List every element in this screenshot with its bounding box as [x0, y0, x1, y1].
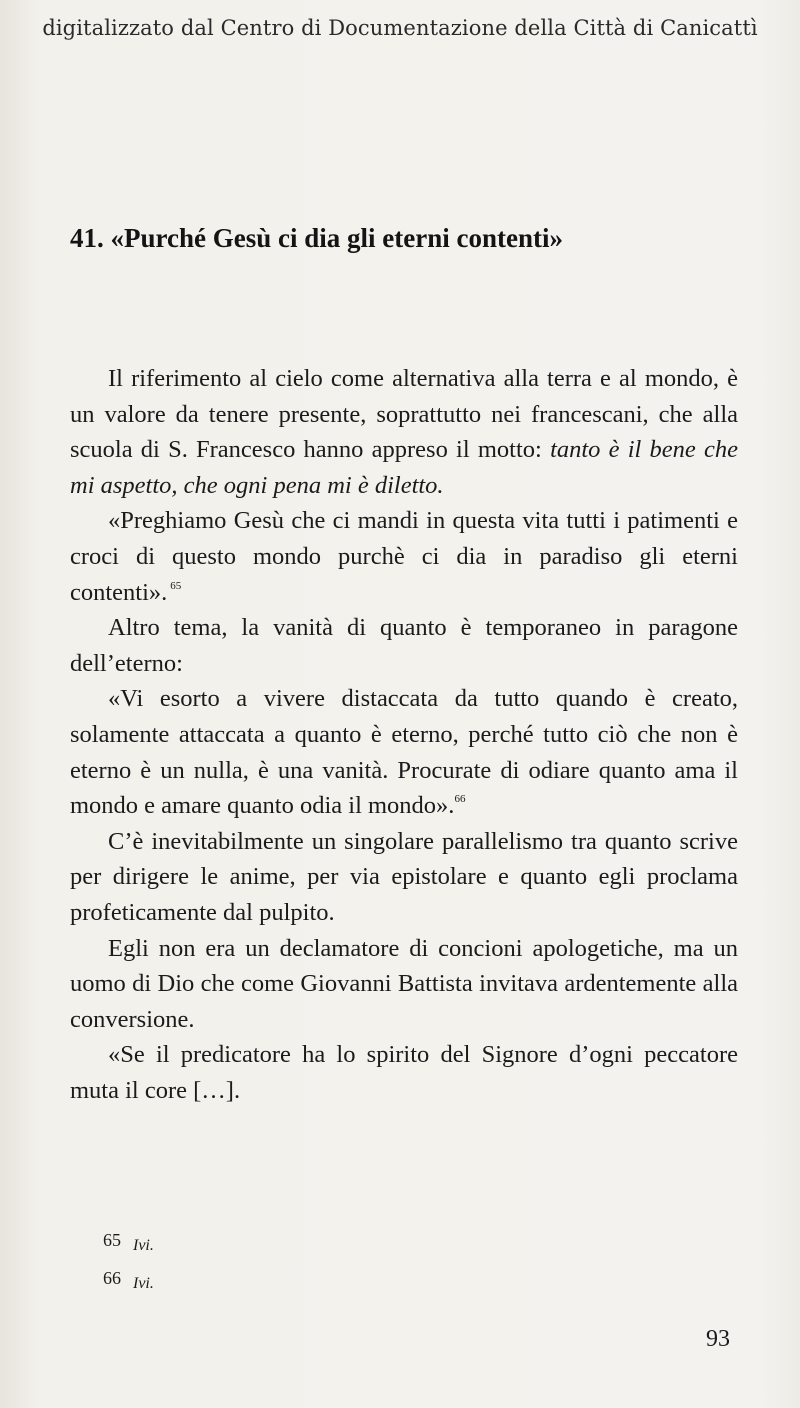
paragraph-4	[70, 681, 738, 823]
footnote-ref-66: 66	[454, 793, 466, 806]
footnote-text: Ivi.	[133, 1275, 154, 1292]
page-number: 93	[706, 1326, 730, 1352]
footnote-number: 66	[103, 1268, 121, 1288]
footnote-ref-65: 65	[170, 579, 182, 592]
paragraph-4-text: «Vi esorto a vivere distaccata da tutto quando è creato, solamente attaccata a quanto è eterno, perché tutto ciò che non è eterno è un nulla, è una vanità. Procurate di odiare quanto ama il mondo e amare quanto odia il mondo».	[70, 685, 738, 820]
footnotes	[103, 1224, 154, 1300]
footnote-65	[103, 1224, 154, 1262]
paragraph-3: Altro tema, la vanità di quanto è temporaneo in paragone dell’eterno:	[70, 614, 738, 677]
footnote-number: 65	[103, 1230, 121, 1250]
section-heading: 41. «Purché Gesù ci dia gli eterni contenti»	[70, 223, 563, 253]
paragraph-7: «Se il predicatore ha lo spirito del Signore d’ogni peccatore muta il core […].	[70, 1041, 738, 1104]
footnote-text: Ivi.	[133, 1237, 154, 1254]
paragraph-6: Egli non era un declamatore di concioni apologetiche, ma un uomo di Dio che come Giovanni Battista invitava ardentemente alla conversione.	[70, 934, 738, 1033]
paragraph-2-text: «Preghiamo Gesù che ci mandi in questa vita tutti i patimenti e croci di questo mondo purchè ci dia in paradiso gli eterni contenti».	[70, 507, 738, 606]
paragraph-1-italic-motto: tanto è il bene che mi aspetto, che ogni pena mi è diletto.	[70, 436, 738, 499]
paragraph-2	[70, 503, 738, 610]
paragraph-1-text: Il riferimento al cielo come alternativa alla terra e al mondo, è un valore da tenere presente, soprattutto nei francescani, che alla scuola di S. Francesco hanno appreso il motto:	[70, 365, 738, 464]
body-text	[70, 361, 738, 1108]
digitization-watermark: digitalizzato dal Centro di Documentazione della Città di Canicattì	[42, 16, 758, 40]
paragraph-1	[70, 361, 738, 503]
paragraph-5: C’è inevitabilmente un singolare parallelismo tra quanto scrive per dirigere le anime, per via epistolare e quanto egli proclama profeticamente dal pulpito.	[70, 827, 738, 926]
footnote-66	[103, 1262, 154, 1300]
